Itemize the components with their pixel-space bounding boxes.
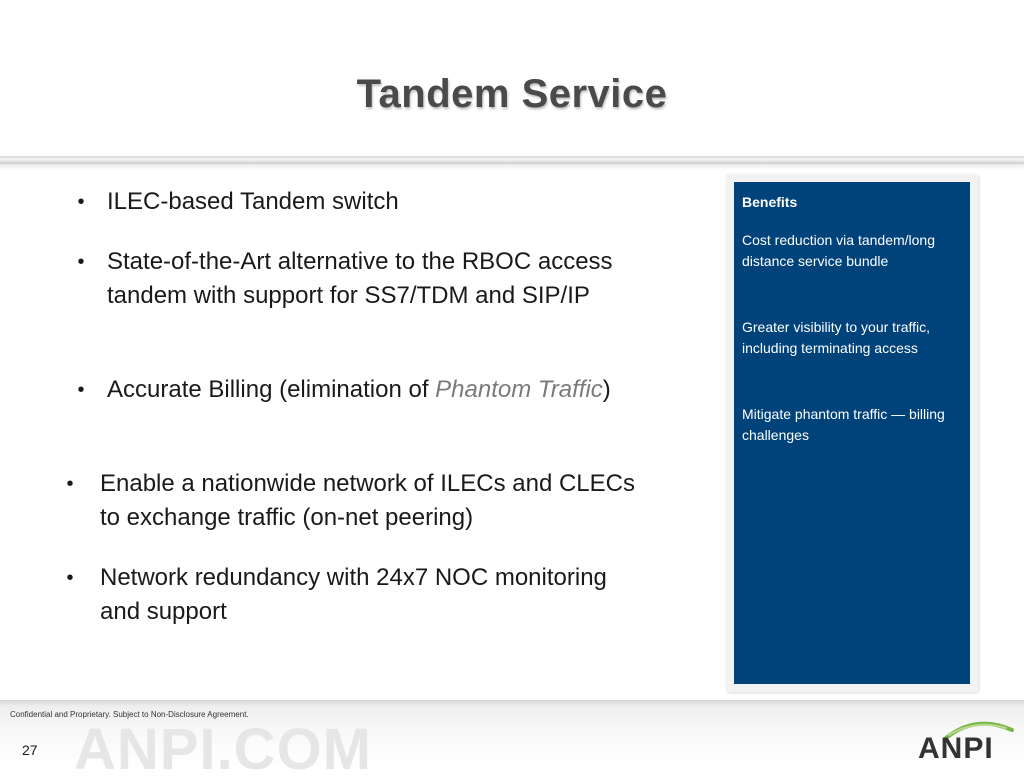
bullet-item [66,467,660,535]
logo-wordmark: ANPI [918,732,994,762]
bullet-item [77,185,707,219]
bullet-item [66,561,620,629]
benefit-item: Mitigate phantom traffic — billing challenges [742,406,945,443]
bullet-dot: • [77,251,85,273]
benefit-item: Cost reduction via tandem/long distance service bundle [742,232,935,269]
bullet-item [77,245,697,313]
bullet-text: ILEC-based Tandem switch [107,188,399,215]
bullet-text-end: ) [602,376,611,403]
footer-watermark: ANPI.COM [74,717,372,782]
bullet-dot: • [77,379,85,401]
bullet-item [77,373,667,407]
benefits-heading: Benefits [742,194,798,210]
anpi-logo [916,716,1016,762]
slide-title: Tandem Service [356,72,668,116]
bullet-emphasis: Phantom Traffic [435,376,603,403]
bullet-text: State-of-the-Art alternative to the RBOC access tandem with support for SS7/TDM and SIP/IP [107,248,613,309]
benefits-panel [726,174,978,692]
bullet-dot: • [66,473,74,495]
anpi-logo-icon [916,716,1016,762]
benefits-panel-body [734,182,970,684]
confidential-notice: Confidential and Proprietary. Subject to Non-Disclosure Agreement. [10,710,249,719]
bullet-dot: • [77,191,85,213]
bullet-text: Network redundancy with 24x7 NOC monitoring and support [100,564,607,625]
bullet-text: Enable a nationwide network of ILECs and CLECs to exchange traffic (on-net peering) [100,470,635,531]
bullet-dot: • [66,567,74,589]
bullet-text: Accurate Billing (elimination of [107,376,436,403]
benefit-item: Greater visibility to your traffic, including terminating access [742,319,931,356]
page-number: 27 [22,742,38,758]
